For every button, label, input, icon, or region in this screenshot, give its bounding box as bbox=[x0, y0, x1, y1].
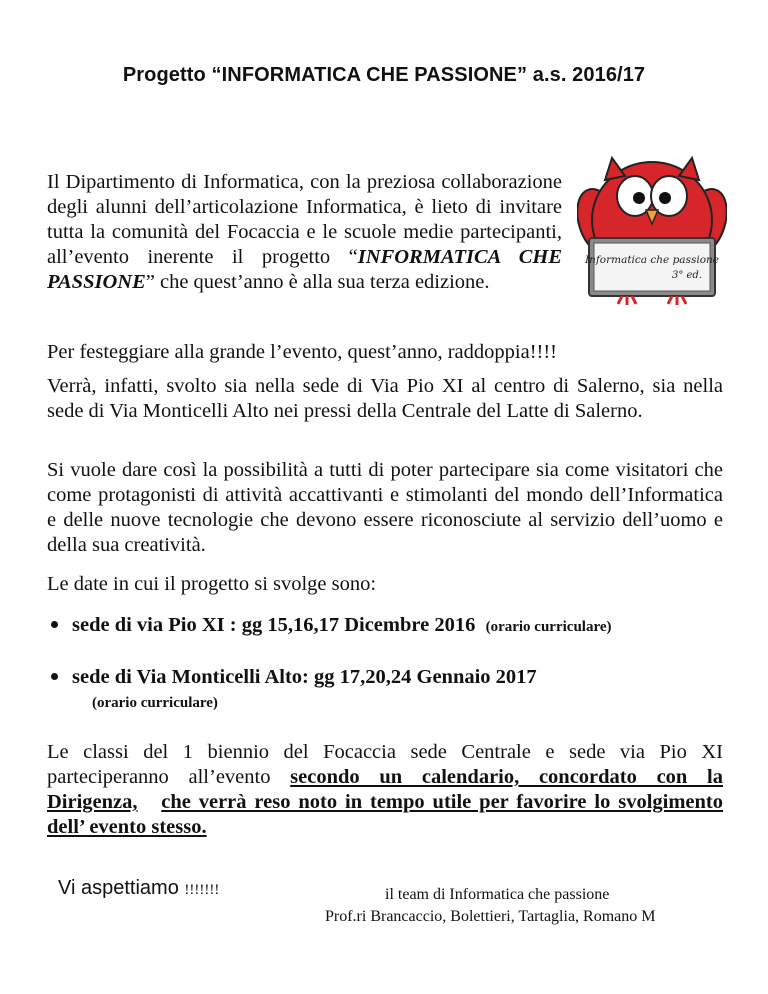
bullet-icon bbox=[51, 621, 58, 628]
calendar-notice: secondo un calendario, concordato con la Dirigenza, bbox=[47, 766, 723, 813]
dates-intro: Le date in cui il progetto si svolge sono: bbox=[47, 573, 377, 595]
owl-logo bbox=[577, 150, 727, 310]
list-item: sede di via Pio XI : gg 15,16,17 Dicembre 2016 (orario curriculare) bbox=[51, 614, 751, 637]
project-name: INFORMATICA CHE PASSIONE bbox=[47, 246, 562, 293]
list-item: sede di Via Monticelli Alto: gg 17,20,24 Gennaio 2017 bbox=[51, 666, 751, 689]
closing-greeting: Vi aspettiamo !!!!!!! bbox=[58, 877, 220, 899]
teachers-signature: Prof.ri Brancaccio, Bolettieri, Tartaglia, Romano M bbox=[325, 908, 656, 925]
logo-text-1: Informatica che passione bbox=[584, 254, 720, 266]
team-signature: il team di Informatica che passione bbox=[385, 886, 610, 903]
visitors-paragraph: Si vuole dare così la possibilità a tutti di poter partecipare sia come visitatori che come protagonisti di attività accattivanti e stimolanti del mondo dell’Informatica e delle nuove tecnologie che devono essere riconosciute al servizio dell’uomo e della sua creatività. bbox=[47, 459, 723, 556]
page-title: Progetto “INFORMATICA CHE PASSIONE” a.s. 2016/17 bbox=[122, 64, 646, 86]
bullet-icon bbox=[51, 673, 58, 680]
schedule-note: (orario curriculare) bbox=[92, 695, 218, 711]
logo-text-2: 3° ed. bbox=[671, 270, 702, 281]
publication-notice: che verrà reso noto in tempo utile per favorire lo svolgimento dell’ evento stesso. bbox=[47, 791, 724, 838]
intro-paragraph: Il Dipartimento di Informatica, con la preziosa collaborazione degli alunni dell’articolazione Informatica, è lieto di invitare tutta la comunità del Focaccia e le scuole medie partecipanti, all’evento inerente il progetto “INFORMATICA CHE PASSIONE” che quest’anno è alla sua terza edizione. bbox=[47, 171, 562, 293]
celebrate-paragraph: Per festeggiare alla grande l’evento, quest’anno, raddoppia!!!! bbox=[47, 341, 557, 363]
classes-paragraph: Le classi del 1 biennio del Focaccia sede Centrale e sede via Pio XI parteciperanno all’evento secondo un calendario, concordato con la Dirigenza, che verrà reso noto in tempo utile per favorire lo svolgimento dell’ evento stesso. bbox=[47, 741, 724, 838]
locations-paragraph: Verrà, infatti, svolto sia nella sede di Via Pio XI al centro di Salerno, sia nella sede di Via Monticelli Alto nei pressi della Centrale del Latte di Salerno. bbox=[47, 375, 723, 422]
